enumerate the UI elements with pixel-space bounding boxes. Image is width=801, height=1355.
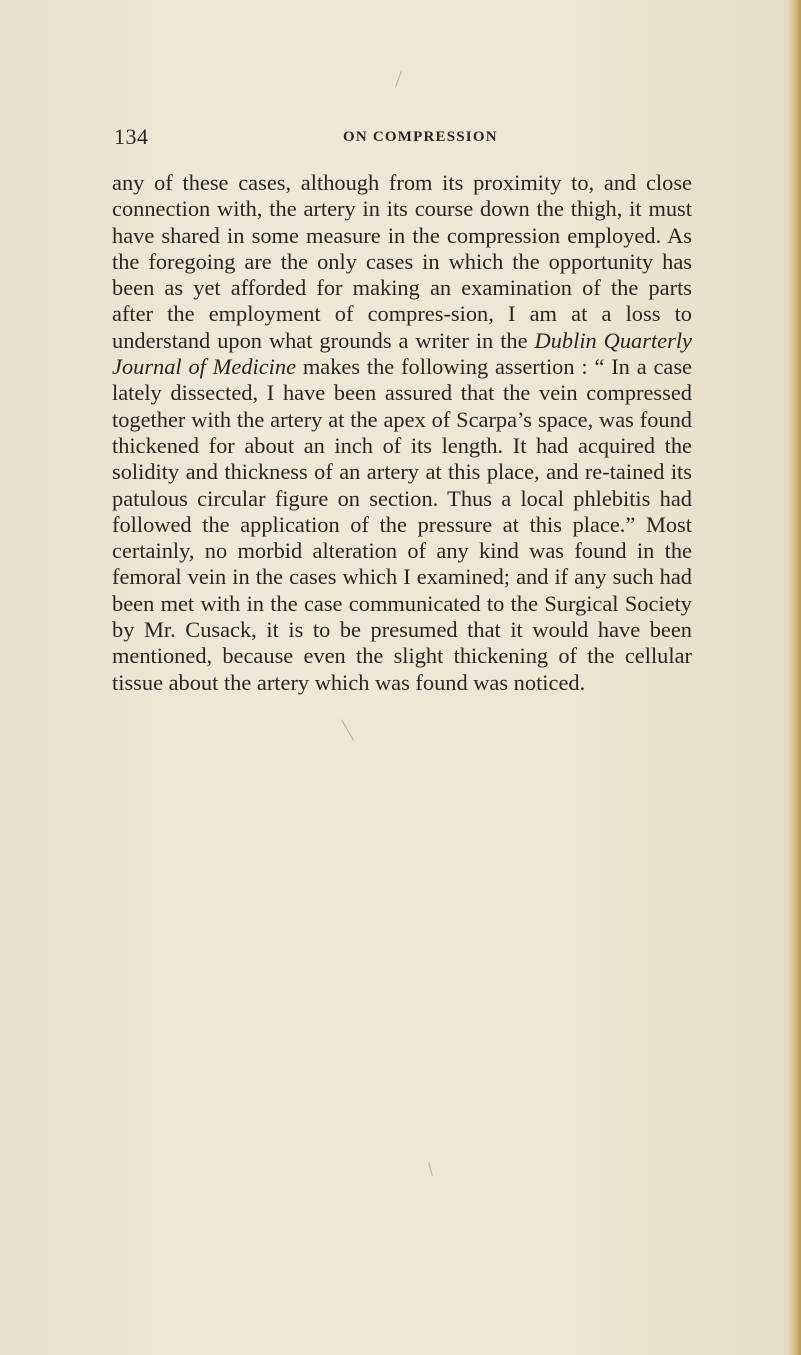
body-paragraph [112,170,692,696]
page-number: 134 [114,124,149,149]
page-edge-shading [787,0,801,1355]
stray-mark-top [395,70,402,87]
stray-mark-middle [341,719,354,740]
body-text-part-1: any of these cases, although from its proximity to, and close connection with, the artery in its course down the thigh, it must have shared in some measure in the compression employed. As the foregoing are the only cases in which the opportunity has been as yet afforded for making an examination of the parts after the employment of compres-sion, I am at a loss to understand upon what grounds a writer in the [112,170,692,353]
running-title: ON COMPRESSION [343,129,498,145]
body-text-part-2: makes the following assertion : “ In a case lately dissected, I have been assured that the vein compressed together with the artery at the apex of Scarpa’s space, was found thickened for about an inch of its length. It had acquired the solidity and thickness of an artery at this place, and re-tained its patulous circular figure on section. Thus a local phlebitis had followed the application of the pressure at this place.” Most certainly, no morbid alteration of any kind was found in the femoral vein in the cases which I examined; and if any such had been met with in the case communicated to the Surgical Society by Mr. Cusack, it is to be presumed that it would have been mentioned, because even the slight thickening of the cellular tissue about the artery which was found was noticed. [112,354,692,695]
stray-mark-lower [428,1162,433,1176]
journal-title: Dublin Quarterly Journal of Medicine [112,327,692,380]
running-head [114,124,674,150]
